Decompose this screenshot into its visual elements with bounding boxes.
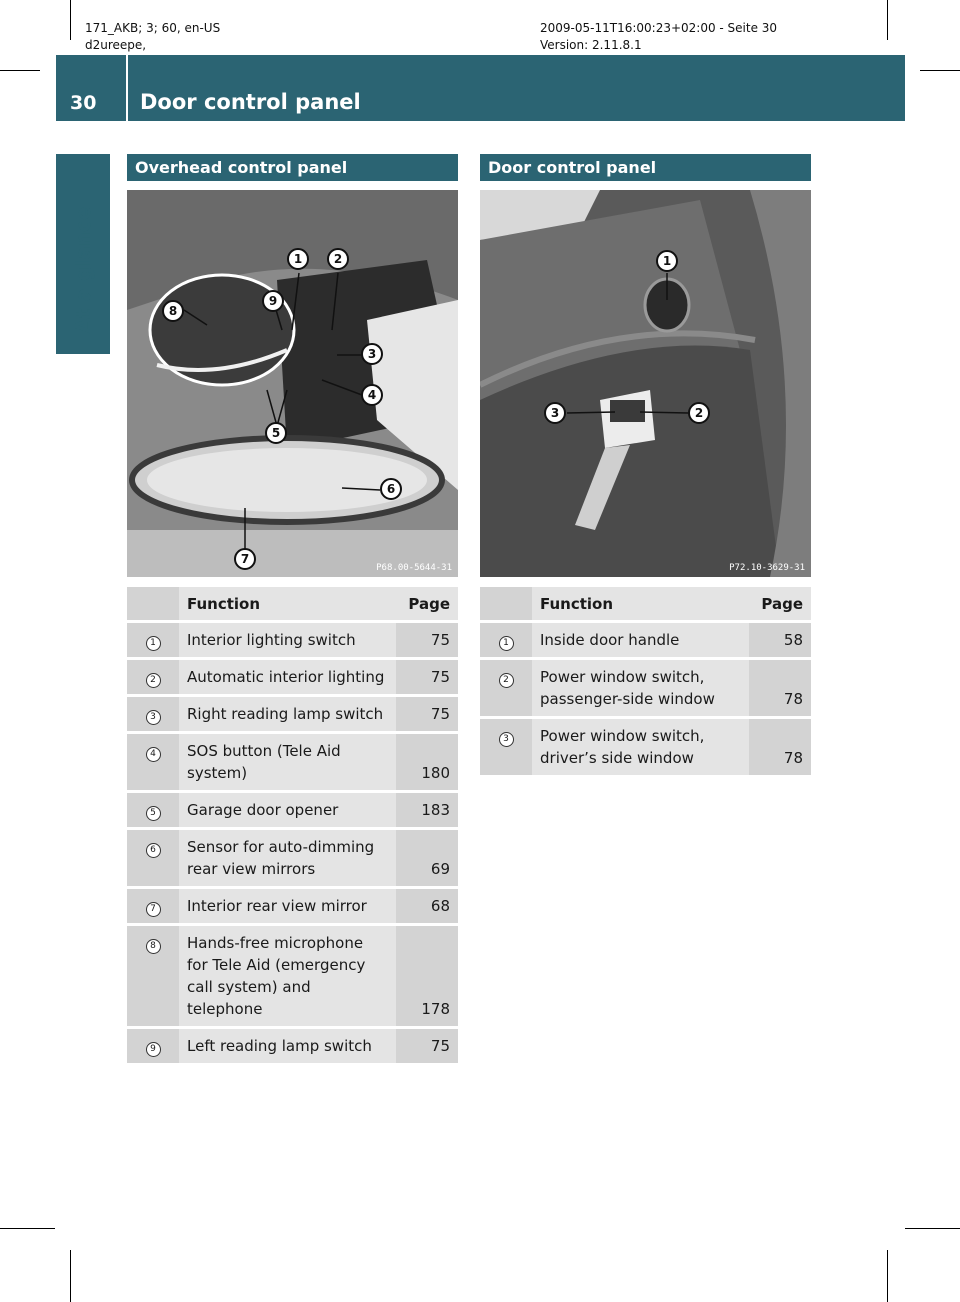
- row-page: 68: [396, 889, 458, 923]
- row-function: Power window switch, driver’s side window: [532, 719, 749, 775]
- row-function: Garage door opener: [179, 793, 396, 827]
- print-meta-line: 2009-05-11T16:00:23+02:00 - Seite 30: [540, 21, 778, 35]
- row-page: 183: [396, 793, 458, 827]
- row-marker: 9: [146, 1042, 161, 1057]
- callout-3: 3: [544, 402, 566, 424]
- row-marker: 4: [146, 747, 161, 762]
- callout-6: 6: [380, 478, 402, 500]
- crop-mark: [70, 0, 71, 40]
- callout-1: 1: [656, 250, 678, 272]
- row-page: 58: [749, 623, 811, 657]
- print-meta-left: [85, 20, 220, 54]
- row-marker-cell: [127, 734, 179, 790]
- table-header-row: [480, 587, 811, 620]
- door-heading: Door control panel: [480, 154, 811, 181]
- callout-8: 8: [162, 300, 184, 322]
- row-marker: 5: [146, 806, 161, 821]
- row-page: 75: [396, 697, 458, 731]
- row-function: SOS button (Tele Aid system): [179, 734, 396, 790]
- crop-mark: [0, 70, 40, 71]
- table-row: [127, 1029, 458, 1063]
- row-marker-cell: [127, 623, 179, 657]
- table-row: [127, 697, 458, 731]
- row-page: 78: [749, 719, 811, 775]
- col-page: Page: [396, 587, 458, 620]
- row-marker-cell: [480, 623, 532, 657]
- table-row: [127, 926, 458, 1026]
- row-marker-cell: [127, 697, 179, 731]
- row-page: 180: [396, 734, 458, 790]
- row-marker: 3: [499, 732, 514, 747]
- table-row: [127, 660, 458, 694]
- crop-mark: [70, 1250, 71, 1302]
- callout-5: 5: [265, 422, 287, 444]
- overhead-legend-table: [127, 584, 458, 1066]
- col-function: Function: [532, 587, 749, 620]
- row-marker-cell: [127, 926, 179, 1026]
- row-marker: 1: [499, 636, 514, 651]
- table-row: [480, 623, 811, 657]
- callout-2: 2: [327, 248, 349, 270]
- door-table-body: [480, 623, 811, 775]
- header-divider: [126, 55, 128, 121]
- row-function: Right reading lamp switch: [179, 697, 396, 731]
- row-function: Power window switch, passenger-side window: [532, 660, 749, 716]
- row-function: Interior rear view mirror: [179, 889, 396, 923]
- overhead-photo: [127, 190, 458, 577]
- col-page: Page: [749, 587, 811, 620]
- print-meta-line: d2ureepe,: [85, 38, 147, 52]
- overhead-heading: Overhead control panel: [127, 154, 458, 181]
- table-row: [127, 734, 458, 790]
- print-meta-line: Version: 2.11.8.1: [540, 38, 642, 52]
- row-function: Hands-free microphone for Tele Aid (emergency call system) and telephone: [179, 926, 396, 1026]
- door-legend-table: [480, 584, 811, 778]
- row-marker-cell: [480, 719, 532, 775]
- col-marker: [127, 587, 179, 620]
- row-marker-cell: [127, 660, 179, 694]
- row-page: 178: [396, 926, 458, 1026]
- row-marker: 3: [146, 710, 161, 725]
- crop-mark: [887, 0, 888, 40]
- row-page: 78: [749, 660, 811, 716]
- row-function: Sensor for auto-dimming rear view mirrors: [179, 830, 396, 886]
- row-marker: 2: [146, 673, 161, 688]
- side-tab-label: At a glance: [71, 206, 95, 334]
- row-marker-cell: [127, 793, 179, 827]
- table-row: [127, 793, 458, 827]
- row-page: 69: [396, 830, 458, 886]
- row-function: Left reading lamp switch: [179, 1029, 396, 1063]
- table-header-row: [127, 587, 458, 620]
- callout-1: 1: [287, 248, 309, 270]
- table-row: [127, 623, 458, 657]
- row-function: Interior lighting switch: [179, 623, 396, 657]
- row-marker: 6: [146, 843, 161, 858]
- callout-9: 9: [262, 290, 284, 312]
- callout-4: 4: [361, 384, 383, 406]
- crop-mark: [887, 1250, 888, 1302]
- table-row: [480, 719, 811, 775]
- row-function: Automatic interior lighting: [179, 660, 396, 694]
- col-marker: [480, 587, 532, 620]
- row-marker-cell: [480, 660, 532, 716]
- row-function: Inside door handle: [532, 623, 749, 657]
- table-row: [127, 889, 458, 923]
- print-meta-right: [540, 20, 777, 54]
- callout-2: 2: [688, 402, 710, 424]
- row-marker: 2: [499, 673, 514, 688]
- row-marker: 1: [146, 636, 161, 651]
- table-row: [480, 660, 811, 716]
- crop-mark: [920, 70, 960, 71]
- row-page: 75: [396, 660, 458, 694]
- row-page: 75: [396, 623, 458, 657]
- row-marker-cell: [127, 830, 179, 886]
- row-marker: 7: [146, 902, 161, 917]
- col-function: Function: [179, 587, 396, 620]
- callout-3: 3: [361, 343, 383, 365]
- page-number: 30: [70, 92, 97, 114]
- crop-mark: [905, 1228, 960, 1229]
- door-illustration: [480, 190, 811, 577]
- overhead-table-body: [127, 623, 458, 1063]
- row-marker-cell: [127, 1029, 179, 1063]
- page-title: Door control panel: [140, 90, 361, 114]
- crop-mark: [0, 1228, 55, 1229]
- row-marker: 8: [146, 939, 161, 954]
- table-row: [127, 830, 458, 886]
- door-photo: [480, 190, 811, 577]
- callout-7: 7: [234, 548, 256, 570]
- overhead-image-ref: P68.00-5644-31: [376, 563, 452, 573]
- print-meta-line: 171_AKB; 3; 60, en-US: [85, 21, 221, 35]
- row-marker-cell: [127, 889, 179, 923]
- row-page: 75: [396, 1029, 458, 1063]
- door-image-ref: P72.10-3629-31: [729, 563, 805, 573]
